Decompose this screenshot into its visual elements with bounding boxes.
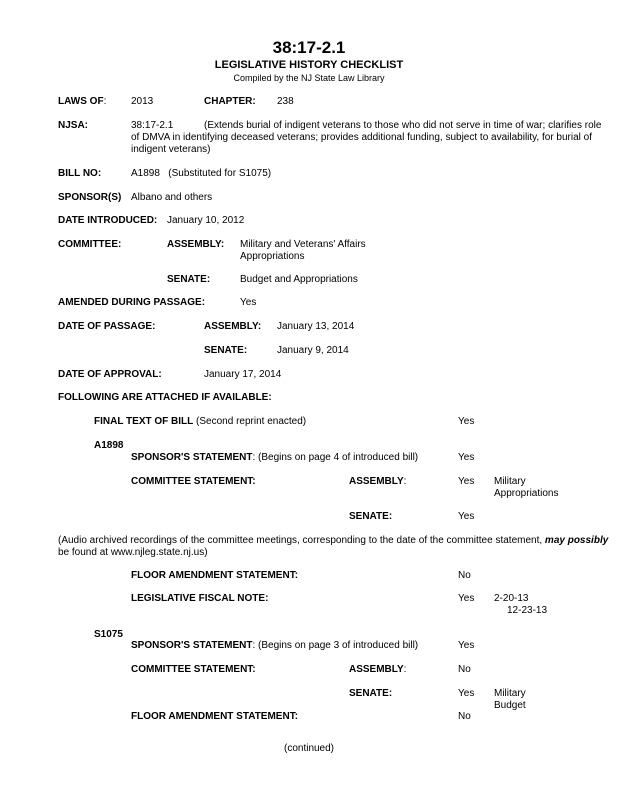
sponsors-value: Albano and others	[131, 192, 213, 203]
date-of-approval-label: DATE OF APPROVAL:	[58, 369, 162, 380]
bill-no-value: A1898 (Substituted for S1075)	[131, 168, 272, 179]
a1898-sponsor-value: Yes	[458, 452, 475, 463]
a1898-senate-label: SENATE:	[349, 511, 393, 522]
following-label: FOLLOWING ARE ATTACHED IF AVAILABLE:	[58, 392, 272, 403]
committee-senate-value: Budget and Appropriations	[240, 274, 358, 285]
s1075-assembly-label: ASSEMBLY:	[349, 664, 407, 675]
passage-assembly-value: January 13, 2014	[277, 321, 355, 332]
a1898-assembly-value: Yes	[458, 476, 475, 487]
a1898-assembly-committee-2: Appropriations	[494, 488, 559, 499]
final-text-value: Yes	[458, 416, 475, 427]
amended-value: Yes	[240, 297, 257, 308]
laws-of-value: 2013	[131, 96, 154, 107]
page-subtitle: LEGISLATIVE HISTORY CHECKLIST	[214, 59, 404, 71]
amended-label: AMENDED DURING PASSAGE:	[58, 297, 206, 308]
s1075-floor-label: FLOOR AMENDMENT STATEMENT:	[131, 711, 299, 722]
passage-senate-label: SENATE:	[204, 345, 248, 356]
njsa-value: 38:17-2.1	[131, 120, 174, 131]
date-introduced-value: January 10, 2012	[167, 215, 245, 226]
chapter-value: 238	[277, 96, 294, 107]
s1075-senate-label: SENATE:	[349, 688, 393, 699]
a1898-bill-label: A1898	[94, 440, 124, 451]
laws-of-label: LAWS OF:	[58, 96, 107, 107]
s1075-bill-label: S1075	[94, 629, 123, 640]
compiled-by: Compiled by the NJ State Law Library	[233, 73, 385, 83]
bill-no-label: BILL NO:	[58, 168, 102, 179]
sponsors-label: SPONSOR(S)	[58, 192, 122, 203]
date-of-approval-value: January 17, 2014	[204, 369, 282, 380]
continued-note: (continued)	[283, 743, 335, 754]
a1898-committee-label: COMMITTEE STATEMENT:	[131, 476, 256, 487]
a1898-fiscal-value: Yes	[458, 593, 475, 604]
committee-senate-label: SENATE:	[167, 274, 211, 285]
audio-note-line1: (Audio archived recordings of the committee meetings, corresponding to the date of the committee statement, may possibly	[58, 535, 609, 546]
njsa-desc-line1: (Extends burial of indigent veterans to those who did not serve in time of war; clarifies role	[204, 120, 602, 131]
a1898-fiscal-date-2: 12-23-13	[507, 605, 548, 616]
a1898-floor-label: FLOOR AMENDMENT STATEMENT:	[131, 570, 299, 581]
a1898-floor-value: No	[458, 570, 471, 581]
s1075-assembly-value: No	[458, 664, 471, 675]
a1898-fiscal-label: LEGISLATIVE FISCAL NOTE:	[131, 593, 269, 604]
a1898-assembly-label: ASSEMBLY:	[349, 476, 407, 487]
passage-senate-value: January 9, 2014	[277, 345, 349, 356]
chapter-label: CHAPTER:	[204, 96, 256, 107]
njsa-desc-line2: of DMVA in identifying deceased veterans; provides additional funding, subject to availability, for burial of	[131, 132, 593, 143]
s1075-senate-committee-1: Military	[494, 688, 526, 699]
committee-label: COMMITTEE:	[58, 239, 122, 250]
njsa-desc-line3: indigent veterans)	[131, 144, 211, 155]
committee-assembly-line2: Appropriations	[240, 251, 305, 262]
audio-note-line2: be found at www.njleg.state.nj.us)	[58, 547, 208, 558]
date-of-passage-label: DATE OF PASSAGE:	[58, 321, 156, 332]
njsa-label: NJSA:	[58, 120, 89, 131]
a1898-senate-value: Yes	[458, 511, 475, 522]
a1898-assembly-committee-1: Military	[494, 476, 526, 487]
s1075-senate-value: Yes	[458, 688, 475, 699]
a1898-fiscal-date-1: 2-20-13	[494, 593, 529, 604]
s1075-floor-value: No	[458, 711, 471, 722]
final-text-label: FINAL TEXT OF BILL (Second reprint enacted)	[94, 416, 307, 427]
page-title: 38:17-2.1	[272, 38, 346, 57]
s1075-sponsor-statement: SPONSOR'S STATEMENT: (Begins on page 3 of introduced bill)	[131, 640, 419, 651]
s1075-sponsor-value: Yes	[458, 640, 475, 651]
committee-assembly-label: ASSEMBLY:	[167, 239, 225, 250]
s1075-senate-committee-2: Budget	[494, 700, 526, 711]
s1075-committee-label: COMMITTEE STATEMENT:	[131, 664, 256, 675]
a1898-sponsor-statement: SPONSOR'S STATEMENT: (Begins on page 4 of introduced bill)	[131, 452, 419, 463]
date-introduced-label: DATE INTRODUCED:	[58, 215, 158, 226]
passage-assembly-label: ASSEMBLY:	[204, 321, 262, 332]
committee-assembly-line1: Military and Veterans' Affairs	[240, 239, 366, 250]
